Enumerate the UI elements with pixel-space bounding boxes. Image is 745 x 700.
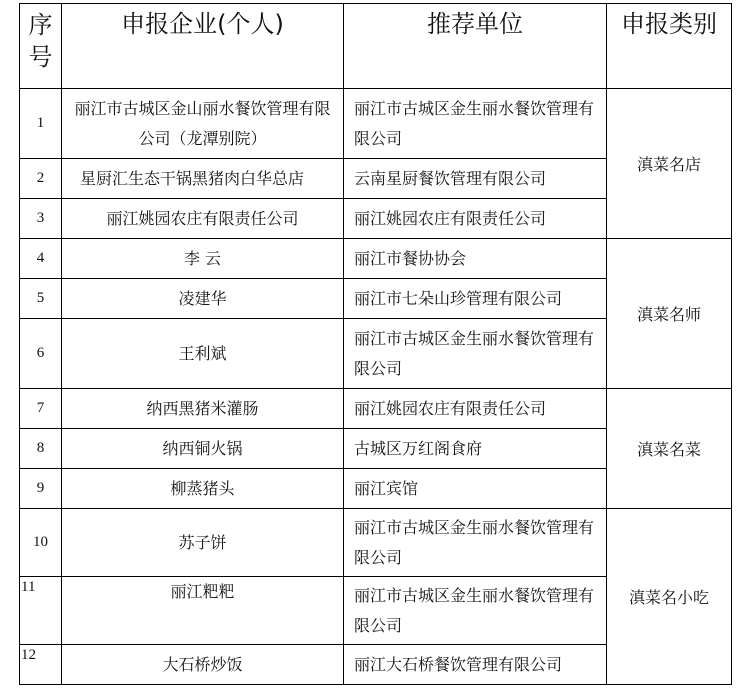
row-applicant: 柳蒸猪头	[62, 469, 344, 509]
row-applicant: 纳西铜火锅	[62, 429, 344, 469]
header-applicant: 申报企业(个人)	[62, 4, 344, 89]
category-cell: 滇菜名师	[607, 239, 732, 389]
row-applicant: 大石桥炒饭	[62, 645, 344, 685]
row-recommender: 丽江姚园农庄有限责任公司	[344, 199, 607, 239]
row-recommender: 丽江大石桥餐饮管理有限公司	[344, 645, 607, 685]
row-index: 5	[20, 279, 62, 319]
category-cell: 滇菜名小吃	[607, 509, 732, 685]
row-recommender: 丽江市餐协协会	[344, 239, 607, 279]
row-applicant: 丽江市古城区金山丽水餐饮管理有限公司（龙潭别院）	[62, 89, 344, 159]
row-recommender: 丽江市古城区金生丽水餐饮管理有限公司	[344, 89, 607, 159]
category-cell: 滇菜名店	[607, 89, 732, 239]
row-applicant: 丽江粑粑	[62, 577, 344, 645]
application-table	[19, 3, 732, 685]
row-index: 2	[20, 159, 62, 199]
row-applicant: 王利斌	[62, 319, 344, 389]
row-recommender: 丽江宾馆	[344, 469, 607, 509]
header-recommender: 推荐单位	[344, 4, 607, 89]
row-applicant: 凌建华	[62, 279, 344, 319]
category-cell: 滇菜名菜	[607, 389, 732, 509]
row-recommender: 丽江市古城区金生丽水餐饮管理有限公司	[344, 577, 607, 645]
row-recommender: 丽江市七朵山珍管理有限公司	[344, 279, 607, 319]
row-recommender: 云南星厨餐饮管理有限公司	[344, 159, 607, 199]
row-applicant: 苏子饼	[62, 509, 344, 577]
header-category: 申报类别	[607, 4, 732, 89]
header-row	[20, 4, 732, 89]
row-index: 12	[20, 645, 62, 685]
header-index: 序号	[20, 4, 62, 89]
table-row	[20, 239, 732, 279]
table-row	[20, 89, 732, 159]
row-index: 1	[20, 89, 62, 159]
row-index: 3	[20, 199, 62, 239]
row-index: 9	[20, 469, 62, 509]
row-index: 7	[20, 389, 62, 429]
row-applicant: 丽江姚园农庄有限责任公司	[62, 199, 344, 239]
row-index: 11	[20, 577, 62, 645]
table-row	[20, 389, 732, 429]
row-applicant: 李 云	[62, 239, 344, 279]
row-index: 10	[20, 509, 62, 577]
row-recommender: 丽江市古城区金生丽水餐饮管理有限公司	[344, 319, 607, 389]
row-index: 4	[20, 239, 62, 279]
row-recommender: 丽江市古城区金生丽水餐饮管理有限公司	[344, 509, 607, 577]
row-recommender: 古城区万红阁食府	[344, 429, 607, 469]
row-index: 8	[20, 429, 62, 469]
table-row	[20, 509, 732, 577]
row-index: 6	[20, 319, 62, 389]
row-applicant: 纳西黑猪米灌肠	[62, 389, 344, 429]
row-applicant: 星厨汇生态干锅黑猪肉白华总店	[62, 159, 344, 199]
row-recommender: 丽江姚园农庄有限责任公司	[344, 389, 607, 429]
